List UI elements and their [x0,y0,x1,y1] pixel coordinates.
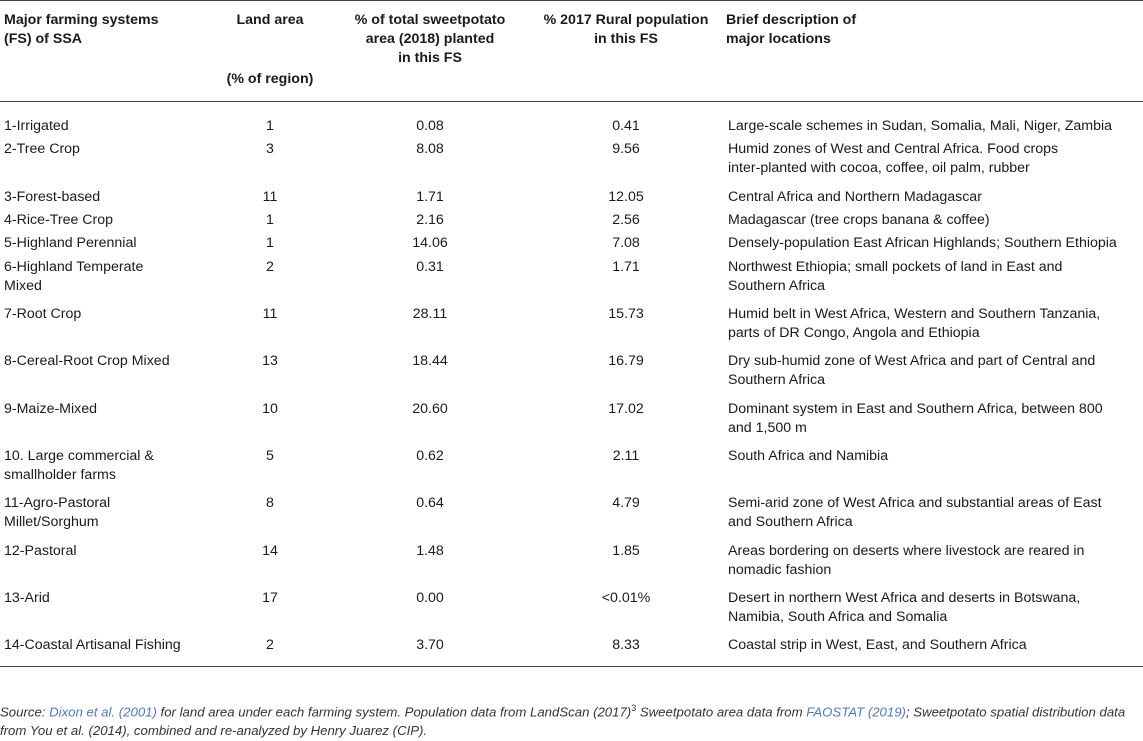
cell-sweetpotato-area: 8.08 [416,141,444,158]
citation-link-dixon[interactable]: Dixon et al. (2001) [49,704,157,720]
cell-farming-system [0,102,210,141]
cell-description [722,188,1143,211]
table-row [0,589,1143,636]
cell-description [722,211,1143,234]
cell-line: Southern Africa [728,372,826,389]
cell-line: Semi-arid zone of West Africa and substantial areas of East [728,495,1102,512]
table-row [0,400,1143,447]
header-line: major locations [726,31,831,47]
cell-line: Desert in northern West Africa and deserts in Botswana, [728,589,1081,606]
cell-line: Madagascar (tree crops banana & coffee) [728,212,990,229]
header-line: Major farming systems [4,12,159,28]
header-line: Brief description of [726,12,857,28]
cell-line: 10. Large commercial & [4,448,154,465]
table-row [0,447,1143,494]
cell-line: 1-Irrigated [4,118,69,134]
table-header [0,1,1143,102]
cell-land-area: 13 [262,353,278,370]
footnote-source-label: Source: [0,704,50,720]
cell-line: 5-Highland Perennial [4,235,137,252]
cell-land-area: 2 [266,258,274,275]
cell-line: 7-Root Crop [4,306,82,323]
cell-rural-population: 4.79 [612,495,640,512]
cell-rural-population: 17.02 [608,400,644,417]
cell-line: Northwest Ethiopia; small pockets of land in East and [728,258,1063,275]
cell-land-area: 8 [266,495,274,512]
table-row [0,140,1143,187]
header-farming-systems [0,1,210,69]
cell-farming-system [0,140,210,187]
footnote-text: ; Sweetpotato spatial distribution data from [0,704,1126,739]
cell-farming-system [0,352,210,399]
cell-line: 6-Highland Temperate [4,258,144,275]
cell-rural-population: <0.01% [601,589,651,606]
cell-farming-system [0,447,210,494]
cell-line: 8-Cereal-Root Crop Mixed [4,353,170,370]
header-land-area [210,1,330,69]
cell-description [722,400,1143,447]
table-footnote [0,699,1143,740]
cell-land-area: 17 [262,589,278,606]
cell-line: and Southern Africa [728,514,853,531]
cell-line: inter-planted with cocoa, coffee, oil palm, rubber [728,160,1030,177]
cell-land-area: 1 [266,212,274,229]
cell-line: 2-Tree Crop [4,141,80,158]
cell-line: Millet/Sorghum [4,514,99,531]
cell-line: 12-Pastoral [4,542,77,559]
cell-farming-system [0,542,210,589]
citation-link-you: You et al. (2014) [29,723,127,739]
cell-description [722,494,1143,541]
cell-land-area: 14 [262,542,278,559]
cell-sweetpotato-area: 0.08 [416,118,444,134]
cell-farming-system [0,234,210,257]
cell-rural-population: 16.79 [608,353,644,370]
cell-description [722,589,1143,636]
cell-line: 9-Maize-Mixed [4,400,98,417]
header-line: in this FS [398,50,462,66]
cell-rural-population: 2.11 [612,448,640,465]
cell-land-area: 1 [266,235,274,252]
cell-rural-population: 0.41 [612,118,640,134]
cell-farming-system [0,258,210,305]
cell-farming-system [0,188,210,211]
cell-sweetpotato-area: 0.00 [416,589,444,606]
header-land-area-unit: (% of region) [210,68,330,102]
cell-line: Coastal strip in West, East, and Southern Africa [728,637,1027,654]
cell-sweetpotato-area: 0.31 [416,258,444,275]
table-row [0,258,1143,305]
cell-line: 11-Agro-Pastoral [4,495,111,512]
cell-sweetpotato-area: 14.06 [412,235,448,252]
header-sweetpotato-area [330,1,530,69]
cell-line: 4-Rice-Tree Crop [4,212,114,229]
cell-farming-system [0,400,210,447]
table-row [0,211,1143,234]
header-line: % 2017 Rural population [543,12,709,28]
cell-sweetpotato-area: 0.64 [416,495,444,512]
table-row [0,352,1143,399]
cell-description [722,352,1143,399]
cell-line: 14-Coastal Artisanal Fishing [4,637,181,654]
cell-rural-population: 9.56 [612,141,640,158]
header-line: area (2018) planted [365,31,495,47]
cell-line: Central Africa and Northern Madagascar [728,188,982,205]
header-rural-population [530,1,722,69]
citation-link-faostat[interactable]: FAOSTAT (2019) [806,704,906,720]
cell-rural-population: 8.33 [530,636,722,666]
table-row [0,234,1143,257]
cell-description [722,447,1143,494]
cell-line: parts of DR Congo, Angola and Ethiopia [728,325,980,342]
table-row [0,542,1143,589]
cell-rural-population: 7.08 [612,235,640,252]
footnote-text: for land area under each farming system. Population data from LandScan (2017) [156,704,632,720]
cell-sweetpotato-area: 20.60 [412,400,448,417]
cell-rural-population: 1.85 [612,542,640,559]
table-body [0,102,1143,667]
cell-line: smallholder farms [4,467,116,484]
cell-line: Densely-population East African Highlands; Southern Ethiopia [728,235,1117,252]
cell-sweetpotato-area: 28.11 [412,306,448,323]
cell-line: 13-Arid [4,589,50,606]
cell-sweetpotato-area: 0.62 [416,448,444,465]
cell-line: nomadic fashion [728,561,832,578]
cell-line: 3-Forest-based [4,188,101,205]
cell-rural-population: 15.73 [608,306,644,323]
cell-description [722,102,1143,141]
cell-land-area: 11 [262,306,278,323]
cell-description [722,234,1143,257]
cell-rural-population: 1.71 [612,258,640,275]
cell-line: Dominant system in East and Southern Africa, between 800 [728,400,1103,417]
cell-line: Humid belt in West Africa, Western and Southern Tanzania, [728,306,1101,323]
header-line: in this FS [594,31,658,47]
cell-description [722,542,1143,589]
cell-description [722,305,1143,352]
cell-description [722,140,1143,187]
cell-land-area: 11 [262,188,278,205]
cell-land-area: 5 [266,448,274,465]
cell-line: Areas bordering on deserts where livestock are reared in [728,542,1085,559]
cell-land-area: 1 [266,118,274,134]
header-line: Land area [236,12,304,28]
cell-line: Mixed [4,277,42,294]
cell-description [722,636,1143,666]
cell-farming-system [0,305,210,352]
cell-line: South Africa and Namibia [728,448,889,465]
cell-line: Southern Africa [728,277,826,294]
cell-description [722,258,1143,305]
cell-sweetpotato-area: 18.44 [412,353,448,370]
cell-line: and 1,500 m [728,419,807,436]
cell-line: Humid zones of West and Central Africa. Food crops [728,141,1059,158]
cell-farming-system [0,211,210,234]
cell-farming-system [0,589,210,636]
footnote-text: Sweetpotato area data from [636,704,807,720]
cell-line: Namibia, South Africa and Somalia [728,608,948,625]
cell-land-area: 10 [262,400,278,417]
cell-farming-system [0,494,210,541]
cell-farming-system [0,636,210,666]
footnote-superscript: 3 [631,703,637,713]
table-row [0,494,1143,541]
cell-rural-population: 2.56 [612,212,640,229]
cell-line: Large-scale schemes in Sudan, Somalia, Mali, Niger, Zambia [728,118,1113,134]
cell-line: Dry sub-humid zone of West Africa and part of Central and [728,353,1096,370]
cell-land-area: 2 [210,636,330,666]
table-row [0,636,1143,666]
table-row [0,102,1143,141]
cell-sweetpotato-area: 1.71 [416,188,444,205]
cell-rural-population: 12.05 [608,188,644,205]
header-description [722,1,1143,69]
table-row [0,188,1143,211]
header-line: (FS) of SSA [4,31,83,47]
cell-sweetpotato-area: 2.16 [416,212,444,229]
cell-sweetpotato-area: 1.48 [416,542,444,559]
cell-sweetpotato-area: 3.70 [330,636,530,666]
cell-land-area: 3 [266,141,274,158]
table-row [0,305,1143,352]
header-line: % of total sweetpotato [354,12,506,28]
footnote-text: , combined and re-analyzed by Henry Juarez (CIP). [126,723,428,739]
